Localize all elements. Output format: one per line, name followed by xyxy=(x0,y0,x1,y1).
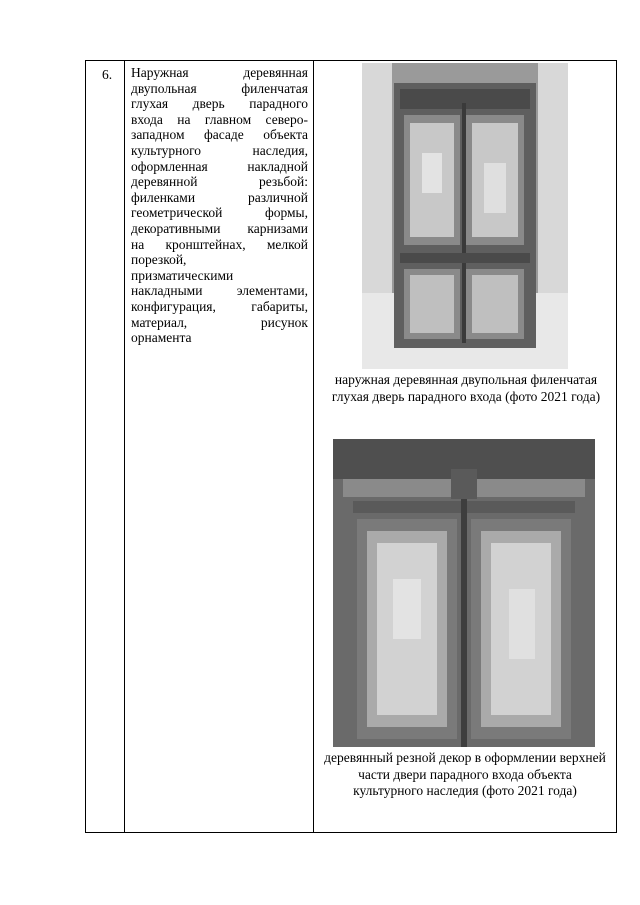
description-line: культурного наследия, xyxy=(131,142,308,158)
photo1-caption: наружная деревянная двупольная филенчатая глухая дверь парадного входа (фото 2021 года) xyxy=(331,372,601,404)
description-line: филенками различной xyxy=(131,189,308,205)
description-line: материал, рисунок xyxy=(131,314,308,330)
column-divider xyxy=(124,61,125,832)
description-line: двупольная филенчатая xyxy=(131,80,308,96)
description-line: порезкой, xyxy=(131,252,187,268)
description-line: накладными элементами, xyxy=(131,283,308,299)
heritage-table xyxy=(85,60,617,833)
row-description xyxy=(131,65,308,346)
description-line: орнамента xyxy=(131,330,192,346)
description-line: призматическими xyxy=(131,267,234,283)
carved-decor-photo xyxy=(333,439,595,747)
description-line: деревянной резьбой: xyxy=(131,174,308,190)
description-line: Наружная деревянная xyxy=(131,65,308,80)
door-photo-image xyxy=(362,63,568,369)
description-line: глухая дверь парадного xyxy=(131,96,308,112)
carved-decor-photo-image xyxy=(333,439,595,747)
description-line: на кронштейнах, мелкой xyxy=(131,236,308,252)
door-photo xyxy=(362,63,568,369)
description-line: оформленная накладной xyxy=(131,158,308,174)
row-number: 6. xyxy=(101,67,113,82)
description-line: входа на главном северо- xyxy=(131,111,308,127)
description-line: декоративными карнизами xyxy=(131,220,308,236)
column-divider xyxy=(313,61,314,832)
description-line: западном фасаде объекта xyxy=(131,127,308,143)
description-line: конфигурация, габариты, xyxy=(131,298,308,314)
description-line: геометрической формы, xyxy=(131,205,308,221)
photo2-caption: деревянный резной декор в оформлении верхней части двери парадного входа объекта культурного наследия (фото 2021 года) xyxy=(324,750,606,798)
